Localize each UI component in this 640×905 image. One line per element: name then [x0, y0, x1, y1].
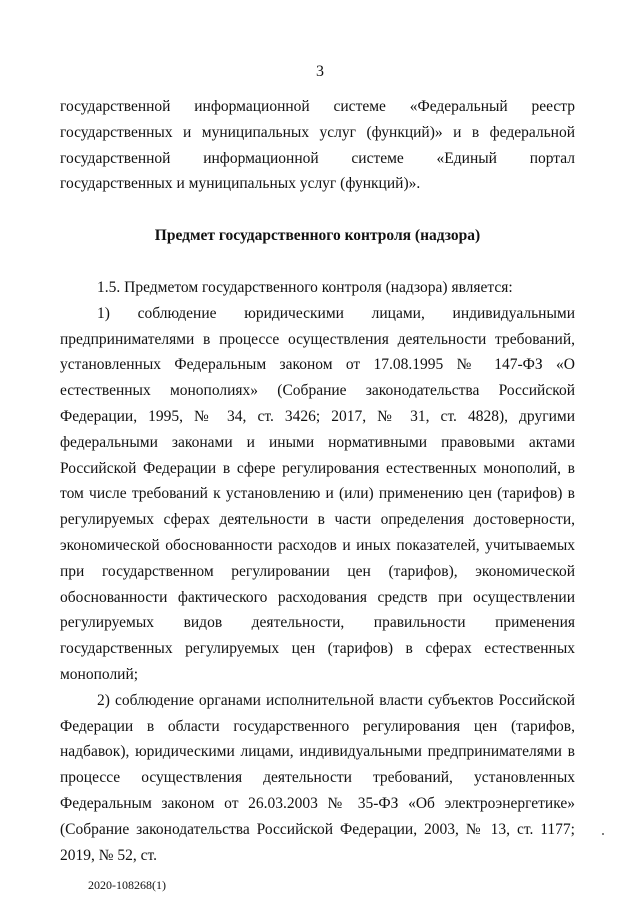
paragraph-item-1: 1) соблюдение юридическими лицами, индивидуальными предпринимателями в процессе осуществления деятельности требований, установленных Федеральным законом от 17.08.1995 № 147-ФЗ «О естественных монополиях» (Собрание законодательства Российской Федерации, 1995, № 34, ст. 3426; 2017, № 31, ст. 4828), другими федеральными законами и иными нормативными правовыми актами Российской Федерации в сфере регулирования естественных монополий, в том числе требований к установлению и (или) применению цен (тарифов) в регулируемых сферах деятельности в части определения достоверности, экономической обоснованности расходов и иных показателей, учитываемых при государственном регулировании цен (тарифов), экономической обоснованности фактического расходования средств при осуществлении регулируемых видов деятельности, правильности применения государственных регулируемых цен (тарифов) в сферах естественных монополий;: [60, 304, 575, 683]
paragraph-item-2: 2) соблюдение органами исполнительной власти субъектов Российской Федерации в области государственного регулирования цен (тарифов, надбавок), юридическими лицами, индивидуальными предпринимателями в процессе осуществления деятельности требований, установленных Федеральным законом от 26.03.2003 № 35-ФЗ «Об электроэнергетике» (Собрание законодательства Российской Федерации, 2003, № 13, ст. 1177; 2019, № 52, ст.: [60, 691, 575, 864]
document-registration-code: 2020-108268(1): [88, 878, 166, 892]
paragraph-1-5: 1.5. Предметом государственного контроля (надзора) является:: [97, 278, 513, 296]
paragraph-intro-continuation: государственной информационной системе «Федеральный реестр государственных и муниципальных услуг (функций)» и в федеральной государственной информационной системе «Единый портал государственных и муниципальных услуг (функций)».: [60, 98, 575, 193]
spacer: [60, 197, 575, 223]
page-number: 3: [316, 63, 324, 80]
scan-artifact: [602, 833, 604, 835]
document-body: [60, 94, 575, 868]
spacer: [60, 249, 575, 275]
section-heading: Предмет государственного контроля (надзора): [154, 227, 481, 245]
